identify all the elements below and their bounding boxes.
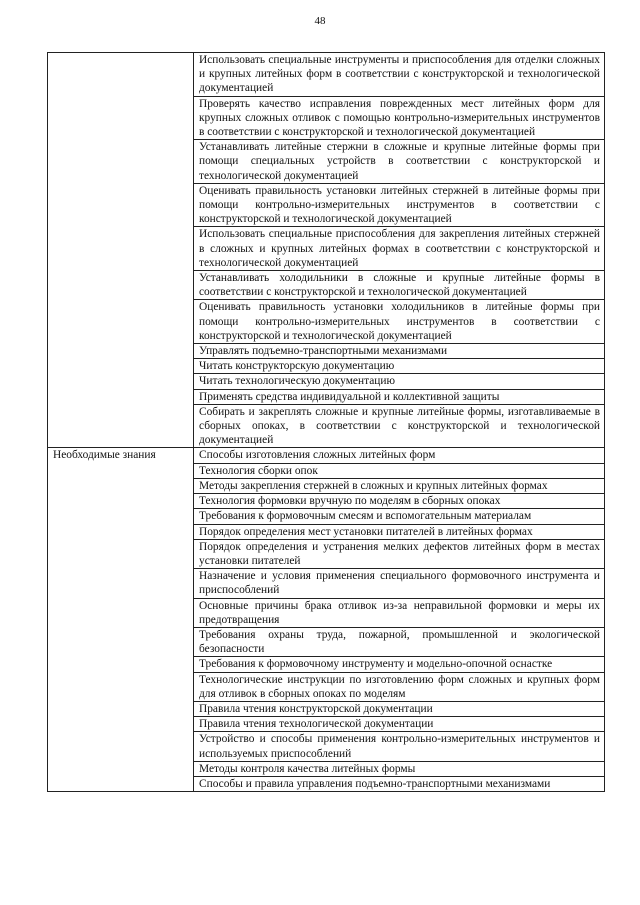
requirements-table bbox=[47, 52, 605, 792]
requirement-item: Требования охраны труда, пожарной, промышленной и экологической безопасности bbox=[194, 627, 605, 656]
page-number: 48 bbox=[314, 15, 326, 27]
group-label bbox=[48, 53, 194, 448]
requirement-item: Порядок определения и устранения мелких дефектов литейных форм в местах установки питателей bbox=[194, 539, 605, 568]
requirement-item: Способы и правила управления подъемно-транспортными механизмами bbox=[194, 776, 605, 791]
requirement-item: Устанавливать литейные стержни в сложные и крупные литейные формы при помощи специальных устройств в соответствии с конструкторской и технологической документацией bbox=[194, 140, 605, 184]
requirement-item: Методы закрепления стержней в сложных и крупных литейных формах bbox=[194, 478, 605, 493]
requirement-item: Методы контроля качества литейных формы bbox=[194, 761, 605, 776]
requirement-item: Устанавливать холодильники в сложные и крупные литейные формы в соответствии с конструкторской и технологической документацией bbox=[194, 271, 605, 300]
table-row bbox=[48, 448, 605, 463]
requirement-item: Оценивать правильность установки холодильников в литейные формы при помощи контрольно-измерительных инструментов в соответствии с конструкторской и технологической документацией bbox=[194, 300, 605, 344]
requirement-item: Требования к формовочному инструменту и модельно-опочной оснастке bbox=[194, 657, 605, 672]
table-body bbox=[48, 53, 605, 792]
requirement-item: Способы изготовления сложных литейных форм bbox=[194, 448, 605, 463]
requirement-item: Читать конструкторскую документацию bbox=[194, 359, 605, 374]
requirement-item: Управлять подъемно-транспортными механизмами bbox=[194, 344, 605, 359]
requirement-item: Устройство и способы применения контрольно-измерительных инструментов и используемых приспособлений bbox=[194, 732, 605, 761]
requirement-item: Правила чтения конструкторской документации bbox=[194, 701, 605, 716]
requirement-item: Собирать и закреплять сложные и крупные литейные формы, изготавливаемые в сборных опоках, в соответствии с конструкторской и технологической документацией bbox=[194, 404, 605, 448]
requirement-item: Технология формовки вручную по моделям в сборных опоках bbox=[194, 494, 605, 509]
table-row bbox=[48, 53, 605, 97]
requirement-item: Проверять качество исправления поврежденных мест литейных форм для крупных сложных отливок с помощью контрольно-измерительных инструментов в соответствии с конструкторской и технологической документацией bbox=[194, 96, 605, 140]
requirement-item: Требования к формовочным смесям и вспомогательным материалам bbox=[194, 509, 605, 524]
requirement-item: Оценивать правильность установки литейных стержней в литейные формы при помощи контрольно-измерительных инструментов в соответствии с конструкторской и технологической документацией bbox=[194, 183, 605, 227]
requirement-item: Использовать специальные инструменты и приспособления для отделки сложных и крупных литейных форм в соответствии с конструкторской и технологической документацией bbox=[194, 53, 605, 97]
group-label: Необходимые знания bbox=[48, 448, 194, 792]
requirement-item: Применять средства индивидуальной и коллективной защиты bbox=[194, 389, 605, 404]
requirement-item: Читать технологическую документацию bbox=[194, 374, 605, 389]
requirement-item: Правила чтения технологической документации bbox=[194, 717, 605, 732]
requirement-item: Технология сборки опок bbox=[194, 463, 605, 478]
requirement-item: Технологические инструкции по изготовлению форм сложных и крупных форм для отливок в сборных опоках по моделям bbox=[194, 672, 605, 701]
requirement-item: Назначение и условия применения специального формовочного инструмента и приспособлений bbox=[194, 569, 605, 598]
requirement-item: Использовать специальные приспособления для закрепления литейных стержней в сложных и крупных литейных формах в соответствии с конструкторской и технологической документацией bbox=[194, 227, 605, 271]
requirement-item: Основные причины брака отливок из-за неправильной формовки и меры их предотвращения bbox=[194, 598, 605, 627]
requirement-item: Порядок определения мест установки питателей в литейных формах bbox=[194, 524, 605, 539]
